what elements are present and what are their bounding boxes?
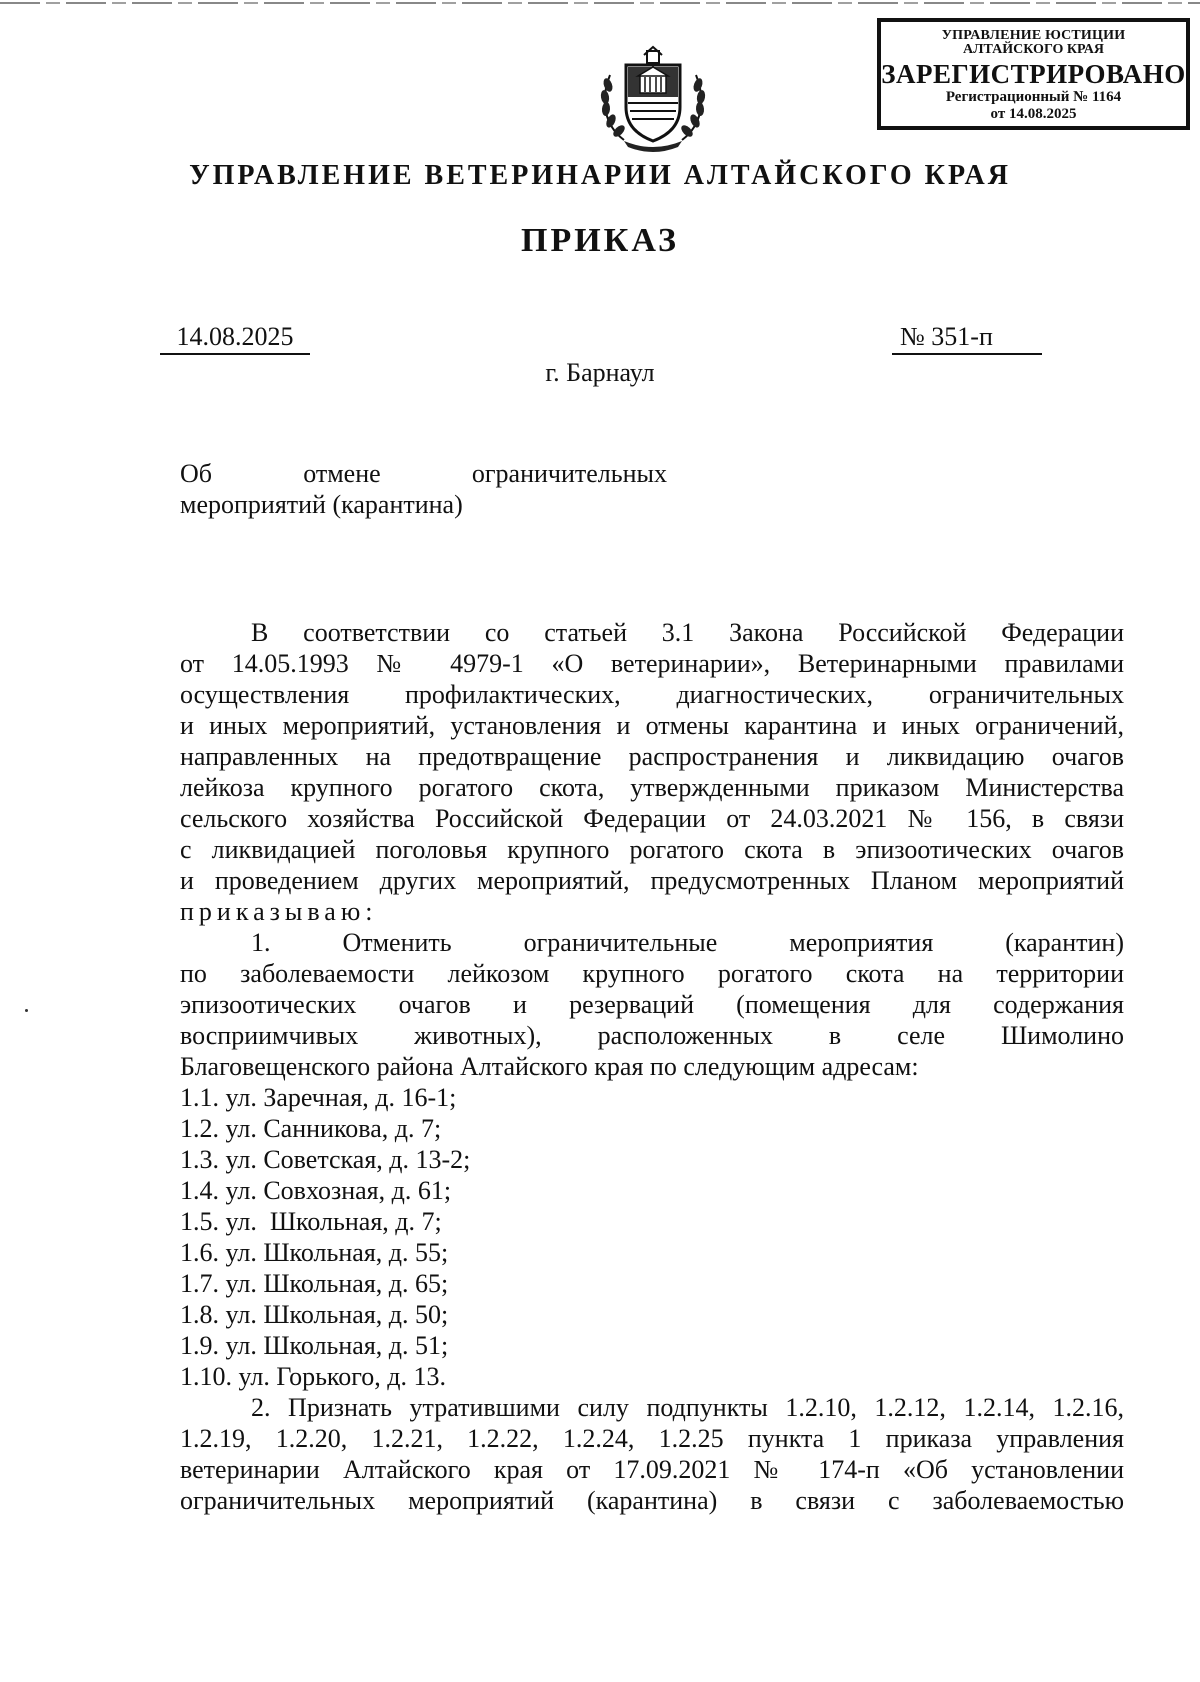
subject-word: отмене <box>303 459 381 488</box>
body-line: от 14.05.1993 № 4979-1 «О ветеринарии», Ветеринарными правилами <box>180 649 1124 678</box>
stamp-reg-number: Регистрационный № 1164 <box>945 89 1122 105</box>
document-date: 14.08.2025 <box>160 322 310 355</box>
subject-line-1 <box>180 458 667 489</box>
address-item: 1.7. ул. Школьная, д. 65; <box>180 1269 449 1298</box>
organization-title: УПРАВЛЕНИЕ ВЕТЕРИНАРИИ АЛТАЙСКОГО КРАЯ <box>189 160 1011 191</box>
item2-line: 1.2.19, 1.2.20, 1.2.21, 1.2.22, 1.2.24, 1.2.25 пункта 1 приказа управления <box>180 1424 1124 1453</box>
address-item: 1.1. ул. Заречная, д. 16-1; <box>180 1083 457 1112</box>
scan-edge-line <box>0 2 1200 4</box>
item1-line: эпизоотических очагов и резерваций (помещения для содержания <box>180 990 1124 1019</box>
document-number <box>892 322 1042 355</box>
address-item: 1.2. ул. Санникова, д. 7; <box>180 1114 442 1143</box>
stamp-reg-date: от 14.08.2025 <box>990 106 1077 122</box>
address-item: 1.5. ул. Школьная, д. 7; <box>180 1207 442 1236</box>
body-line: осуществления профилактических, диагностических, ограничительных <box>180 680 1124 709</box>
scan-speck <box>25 1009 28 1012</box>
address-item: 1.6. ул. Школьная, д. 55; <box>180 1238 449 1267</box>
body-line: В соответствии со статьей 3.1 Закона Российской Федерации <box>251 618 1124 647</box>
body-line: лейкоза крупного рогатого скота, утвержденными приказом Министерства <box>180 773 1124 802</box>
document-type: ПРИКАЗ <box>521 222 679 259</box>
item2-line: 2. Признать утратившими силу подпункты 1.2.10, 1.2.12, 1.2.14, 1.2.16, <box>251 1393 1124 1422</box>
address-item: 1.8. ул. Школьная, д. 50; <box>180 1300 449 1329</box>
body-line: направленных на предотвращение распространения и ликвидацию очагов <box>180 742 1124 771</box>
body-line: с ликвидацией поголовья крупного рогатого скота в эпизоотических очагов <box>180 835 1124 864</box>
stamp-authority-line2: АЛТАЙСКОГО КРАЯ <box>962 42 1105 57</box>
item2-line: ограничительных мероприятий (карантина) в связи с заболеваемостью <box>180 1486 1124 1515</box>
item1-line: восприимчивых животных), расположенных в селе Шимолино <box>180 1021 1124 1050</box>
document-body <box>180 617 1124 1516</box>
subject-word: ограничительных <box>471 459 667 488</box>
item1-line: 1. Отменить ограничительные мероприятия (карантин) <box>251 928 1124 957</box>
subject-line-2: мероприятий (карантина) <box>180 490 463 519</box>
coat-of-arms-emblem <box>594 45 712 155</box>
document-city: г. Барнаул <box>545 358 655 387</box>
stamp-status: ЗАРЕГИСТРИРОВАНО <box>881 59 1186 89</box>
address-item: 1.9. ул. Школьная, д. 51; <box>180 1331 449 1360</box>
document-number-text: № 351-п <box>900 322 993 351</box>
item1-line: по заболеваемости лейкозом крупного рогатого скота на территории <box>180 959 1124 988</box>
body-line: и иных мероприятий, установления и отмены карантина и иных ограничений, <box>180 711 1124 740</box>
item2-line: ветеринарии Алтайского края от 17.09.2021 № 174-п «Об установлении <box>180 1455 1124 1484</box>
subject-word: Об <box>180 459 213 488</box>
order-word: приказываю: <box>180 897 378 926</box>
body-line: сельского хозяйства Российской Федерации от 24.03.2021 № 156, в связи <box>180 804 1124 833</box>
document-subject <box>180 458 667 520</box>
address-item: 1.3. ул. Советская, д. 13-2; <box>180 1145 471 1174</box>
address-item: 1.4. ул. Совхозная, д. 61; <box>180 1176 452 1205</box>
registration-stamp <box>877 18 1190 130</box>
stamp-authority-line1: УПРАВЛЕНИЕ ЮСТИЦИИ <box>941 28 1126 43</box>
item1-line-last: Благовещенского района Алтайского края по следующим адресам: <box>180 1052 919 1081</box>
body-line: и проведением других мероприятий, предусмотренных Планом мероприятий <box>180 866 1124 895</box>
address-item: 1.10. ул. Горького, д. 13. <box>180 1362 446 1391</box>
